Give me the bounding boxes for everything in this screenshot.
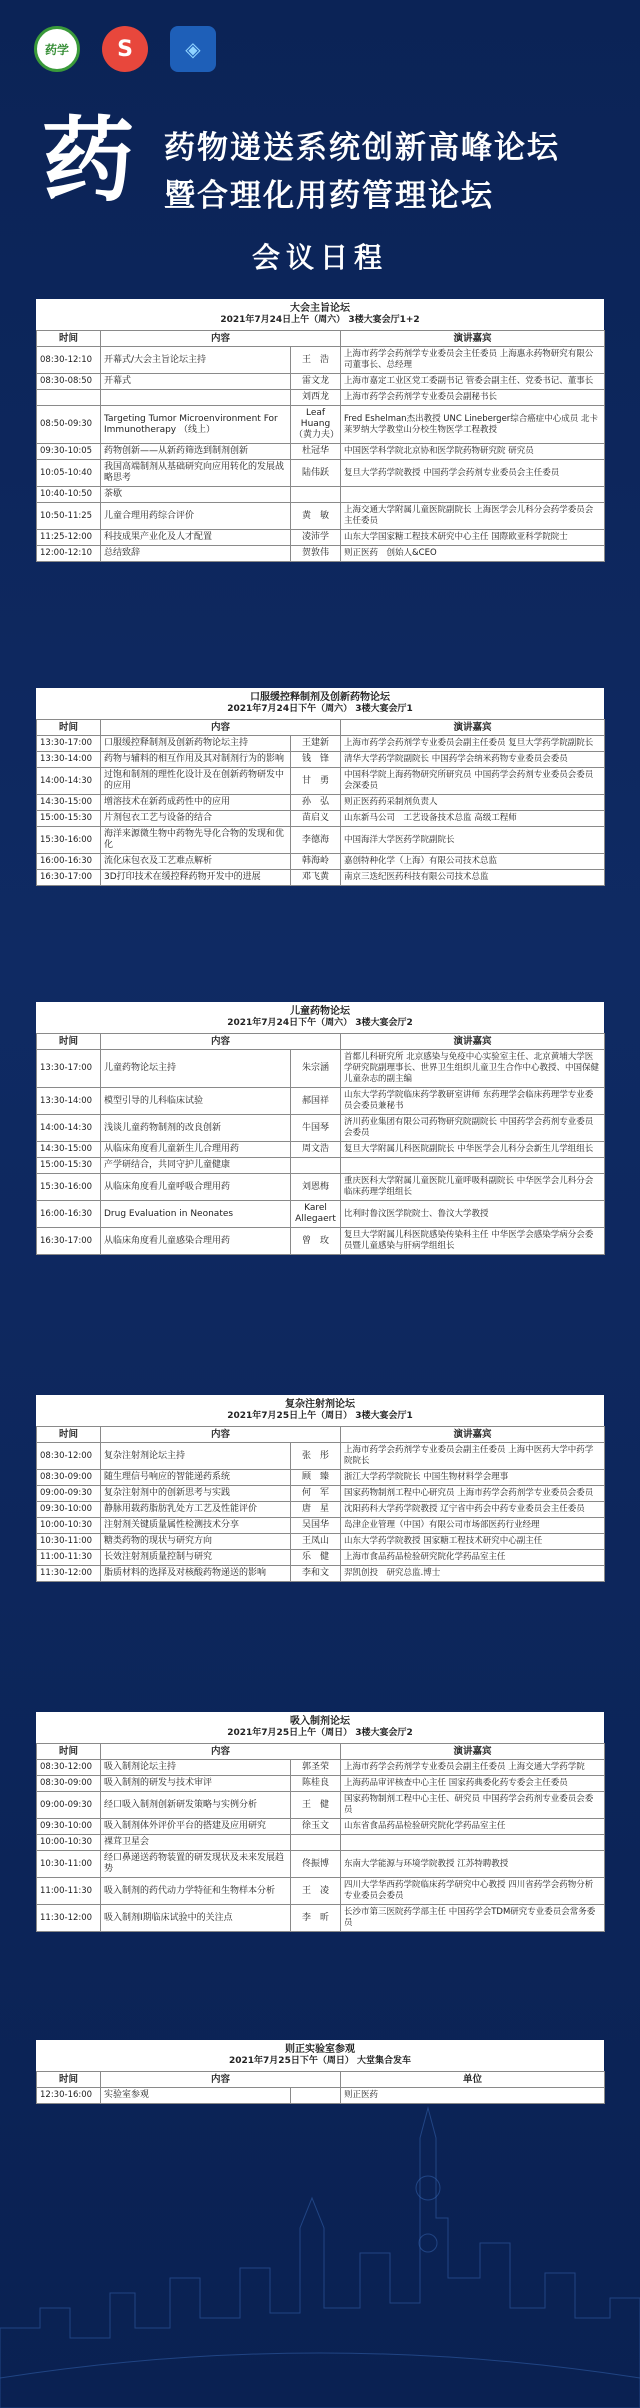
speaker-cell: 周文浩 (291, 1142, 341, 1158)
speaker-cell: 郝国祥 (291, 1088, 341, 1115)
content-cell: 脂质材料的选择及对核酸药物递送的影响 (101, 1566, 291, 1582)
speaker-cell: 朱宗涵 (291, 1050, 341, 1088)
guest-cell: 上海市药学会药剂学专业委员会副主任委员 复旦大学药学院副院长 (341, 736, 605, 752)
table-row (37, 347, 605, 374)
forum-title-line-2: 暨合理化用药管理论坛 (164, 178, 494, 214)
speaker-cell: 邓飞黄 (291, 870, 341, 886)
schedule-section (36, 1002, 604, 1255)
time-cell: 11:30-12:00 (37, 1905, 101, 1932)
header-content: 内容 (101, 331, 341, 347)
content-cell: 模型引导的儿科临床试验 (101, 1088, 291, 1115)
section-title: 则正实验室参观 (285, 2044, 355, 2055)
content-cell: 吸入制剂的研发与技术审评 (101, 1776, 291, 1792)
schedule-section (36, 1395, 604, 1582)
table-row (37, 1835, 605, 1851)
table-row (37, 1905, 605, 1932)
time-cell: 15:00-15:30 (37, 811, 101, 827)
section-title: 口服缓控释制剂及创新药物论坛 (250, 692, 390, 703)
speaker-cell: 苗启义 (291, 811, 341, 827)
time-cell: 13:30-14:00 (37, 1088, 101, 1115)
content-cell: 口服缓控释制剂及创新药物论坛主持 (101, 736, 291, 752)
time-cell: 09:00-09:30 (37, 1792, 101, 1819)
header-time: 时间 (37, 331, 101, 347)
time-cell: 15:00-15:30 (37, 1158, 101, 1174)
guest-cell: 沈阳药科大学药学院教授 辽宁省中药会中药专业委员会主任委员 (341, 1502, 605, 1518)
time-cell: 10:30-11:00 (37, 1851, 101, 1878)
speaker-cell: 凌沛学 (291, 530, 341, 546)
content-cell: 经口鼻递送药物装置的研发现状及未来发展趋势 (101, 1851, 291, 1878)
guest-cell: 中国海洋大学医药学院副院长 (341, 827, 605, 854)
schedule-table (36, 1743, 605, 1932)
table-row (37, 1142, 605, 1158)
header-guest: 演讲嘉宾 (341, 1427, 605, 1443)
time-cell: 10:50-11:25 (37, 503, 101, 530)
network-logo-text: ◈ (185, 37, 201, 61)
schedule-table (36, 1426, 605, 1582)
speaker-cell: Karel Allegaert (291, 1201, 341, 1228)
guest-cell: 上海市药学会药剂学专业委员会副主任委员 上海交通大学药学院 (341, 1760, 605, 1776)
logo-bar (34, 26, 216, 72)
guest-cell: 中国医学科学院北京协和医学院药物研究院 研究员 (341, 444, 605, 460)
schedule-section (36, 299, 604, 562)
content-cell: 流化床包衣及工艺难点解析 (101, 854, 291, 870)
guest-cell: 四川大学华西药学院临床药学研究中心教授 四川省药学会药物分析专业委员会委员 (341, 1878, 605, 1905)
section-subtitle: 2021年7月24日上午（周六） 3楼大宴会厅1+2 (220, 315, 420, 325)
content-cell: 吸入制剂的药代动力学特征和生物样本分析 (101, 1878, 291, 1905)
time-cell: 16:30-17:00 (37, 1228, 101, 1255)
table-row (37, 1201, 605, 1228)
society-logo (34, 26, 80, 72)
content-cell: 科技成果产业化及人才配置 (101, 530, 291, 546)
header-guest: 演讲嘉宾 (341, 720, 605, 736)
table-row (37, 1518, 605, 1534)
guest-cell: 清华大学药学院副院长 中国药学会纳米药物专业委员会委员 (341, 752, 605, 768)
guest-cell (341, 487, 605, 503)
table-row (37, 1174, 605, 1201)
table-row (37, 854, 605, 870)
time-cell: 13:30-17:00 (37, 1050, 101, 1088)
time-cell: 09:00-09:30 (37, 1486, 101, 1502)
content-cell: 裸茸卫星会 (101, 1835, 291, 1851)
time-cell: 08:30-08:50 (37, 374, 101, 390)
time-cell: 08:30-09:00 (37, 1470, 101, 1486)
guest-cell: 济川药业集团有限公司药物研究院副院长 中国药学会药剂专业委员会委员 (341, 1115, 605, 1142)
section-title: 大会主旨论坛 (290, 303, 350, 314)
speaker-cell: 郭圣荣 (291, 1760, 341, 1776)
time-cell: 08:50-09:30 (37, 406, 101, 444)
time-cell: 08:30-12:10 (37, 347, 101, 374)
speaker-cell: Leaf Huang （黄力夫） (291, 406, 341, 444)
guest-cell: 则正医药药采制剂负责人 (341, 795, 605, 811)
speaker-cell: 黄 敏 (291, 503, 341, 530)
table-row (37, 870, 605, 886)
table-row (37, 1878, 605, 1905)
content-cell: 儿童合理用药综合评价 (101, 503, 291, 530)
speaker-cell: 佟振博 (291, 1851, 341, 1878)
big-medicine-character: 药 (42, 106, 135, 214)
guest-cell: 则正医药 创始人&CEO (341, 546, 605, 562)
speaker-cell: 王建新 (291, 736, 341, 752)
table-row (37, 546, 605, 562)
content-cell: 吸入制剂体外评价平台的搭建及应用研究 (101, 1819, 291, 1835)
guest-cell: 山东新马公司 工艺设备技术总监 高级工程师 (341, 811, 605, 827)
content-cell: 随生理信号响应的智能递药系统 (101, 1470, 291, 1486)
header-guest: 演讲嘉宾 (341, 1744, 605, 1760)
speaker-cell: 陆伟跃 (291, 460, 341, 487)
schedule-table (36, 330, 605, 562)
speaker-cell: 王 健 (291, 1792, 341, 1819)
content-cell: 从临床角度看儿童呼吸合理用药 (101, 1174, 291, 1201)
guest-cell: 复旦大学附属儿科医院副院长 中华医学会儿科分会新生儿学组组长 (341, 1142, 605, 1158)
table-row (37, 1534, 605, 1550)
content-cell: 糖类药物的现状与研究方向 (101, 1534, 291, 1550)
table-row (37, 503, 605, 530)
table-row (37, 1115, 605, 1142)
content-cell: 浅谈儿童药物制剂的改良创新 (101, 1115, 291, 1142)
content-cell: 3D打印技术在缓控释药物开发中的进展 (101, 870, 291, 886)
table-row (37, 1776, 605, 1792)
time-cell: 11:00-11:30 (37, 1550, 101, 1566)
content-cell: 从临床角度看儿童感染合理用药 (101, 1228, 291, 1255)
speaker-cell (291, 1158, 341, 1174)
guest-cell: 上海市药学会药剂学专业委员会主任委员 上海惠永药物研究有限公司董事长、总经理 (341, 347, 605, 374)
header-content: 内容 (101, 720, 341, 736)
table-row (37, 487, 605, 503)
content-cell: 吸入制剂论坛主持 (101, 1760, 291, 1776)
table-header-row (37, 1034, 605, 1050)
speaker-cell: 吴国华 (291, 1518, 341, 1534)
table-row (37, 1443, 605, 1470)
time-cell: 12:30-16:00 (37, 2088, 101, 2104)
header-time: 时间 (37, 1744, 101, 1760)
table-row (37, 530, 605, 546)
table-row (37, 1792, 605, 1819)
time-cell (37, 390, 101, 406)
guest-cell: 比利时鲁汶医学院院士、鲁汶大学教授 (341, 1201, 605, 1228)
schedule-section (36, 1712, 604, 1932)
speaker-cell: 贺敦伟 (291, 546, 341, 562)
guest-cell: 嘉创特种化学（上海）有限公司技术总监 (341, 854, 605, 870)
table-row (37, 1566, 605, 1582)
time-cell: 15:30-16:00 (37, 827, 101, 854)
content-cell (101, 390, 291, 406)
guest-cell: 上海市药学会药剂学专业委员会副秘书长 (341, 390, 605, 406)
content-cell: Drug Evaluation in Neonates (101, 1201, 291, 1228)
header-time: 时间 (37, 1427, 101, 1443)
content-cell: 吸入制剂I期临床试验中的关注点 (101, 1905, 291, 1932)
header-content: 内容 (101, 1034, 341, 1050)
guest-cell: 上海市食品药品检验研究院化学药品室主任 (341, 1550, 605, 1566)
speaker-cell: 乐 健 (291, 1550, 341, 1566)
speaker-cell: 刘西龙 (291, 390, 341, 406)
time-cell: 10:00-10:30 (37, 1518, 101, 1534)
section-subtitle: 2021年7月24日下午（周六） 3楼大宴会厅1 (227, 704, 413, 714)
content-cell: 总结致辞 (101, 546, 291, 562)
speaker-cell: 甘 勇 (291, 768, 341, 795)
content-cell: 注射剂关键质量属性检测技术分享 (101, 1518, 291, 1534)
speaker-cell: 顾 臻 (291, 1470, 341, 1486)
time-cell: 10:00-10:30 (37, 1835, 101, 1851)
network-logo (170, 26, 216, 72)
guest-cell: 重庆医科大学附属儿童医院儿童呼吸科副院长 中华医学会儿科分会临床药理学组组长 (341, 1174, 605, 1201)
guest-cell: 上海市嘉定工业区党工委副书记 管委会副主任、党委书记、董事长 (341, 374, 605, 390)
guest-cell: 复旦大学附属儿科医院感染传染科主任 中华医学会感染学病分会委员暨儿童感染与肝病学组组长 (341, 1228, 605, 1255)
content-cell: 片剂包衣工艺与设备的结合 (101, 811, 291, 827)
speaker-cell: 何 军 (291, 1486, 341, 1502)
guest-cell: 国家药物制剂工程中心研究员 上海市药学会药剂学专业委员会委员 (341, 1486, 605, 1502)
table-row (37, 768, 605, 795)
content-cell: 长效注射剂质量控制与研究 (101, 1550, 291, 1566)
speaker-cell: 刘恩梅 (291, 1174, 341, 1201)
content-cell: 我国高端制剂从基础研究向应用转化的发展战略思考 (101, 460, 291, 487)
speaker-cell (291, 487, 341, 503)
speaker-cell: 李和文 (291, 1566, 341, 1582)
table-row (37, 827, 605, 854)
guest-cell: 山东大学药学院临床药学教研室讲师 东药理学会临床药理学专业委员会委员兼秘书 (341, 1088, 605, 1115)
content-cell: 过饱和制剂的理性化设计及在创新药物研发中的应用 (101, 768, 291, 795)
speaker-cell: 王 凌 (291, 1878, 341, 1905)
guest-cell: 浙江大学药学院院长 中国生物材料学会理事 (341, 1470, 605, 1486)
guest-cell: Fred Eshelman杰出教授 UNC Lineberger综合癌症中心成员 北卡莱罗纳大学教堂山分校生物医学工程教授 (341, 406, 605, 444)
guest-cell: 中国科学院上海药物研究所研究员 中国药学会药剂专业委员会委员会深委员 (341, 768, 605, 795)
speaker-cell: 孙 弘 (291, 795, 341, 811)
content-cell: 经口吸入制剂创新研发策略与实例分析 (101, 1792, 291, 1819)
time-cell: 13:30-14:00 (37, 752, 101, 768)
header-content: 内容 (101, 2072, 341, 2088)
guest-cell: 长沙市第三医院药学部主任 中国药学会TDM研究专业委员会常务委员 (341, 1905, 605, 1932)
guest-cell: 国家药物制剂工程中心主任、研究员 中国药学会药剂专业委员会委员 (341, 1792, 605, 1819)
guest-cell (341, 1158, 605, 1174)
speaker-cell: 唐 星 (291, 1502, 341, 1518)
content-cell: 茶歇 (101, 487, 291, 503)
time-cell: 14:30-15:00 (37, 795, 101, 811)
time-cell: 15:30-16:00 (37, 1174, 101, 1201)
time-cell: 16:00-16:30 (37, 1201, 101, 1228)
table-row (37, 1470, 605, 1486)
time-cell: 16:30-17:00 (37, 870, 101, 886)
table-row (37, 1819, 605, 1835)
table-row (37, 1088, 605, 1115)
guest-cell: 羿凯创投 研究总监.博士 (341, 1566, 605, 1582)
time-cell: 11:30-12:00 (37, 1566, 101, 1582)
header-content: 内容 (101, 1427, 341, 1443)
time-cell: 13:30-17:00 (37, 736, 101, 752)
table-row (37, 795, 605, 811)
content-cell: 药物与辅料的相互作用及其对制剂行为的影响 (101, 752, 291, 768)
speaker-cell: 牛国琴 (291, 1115, 341, 1142)
section-title: 复杂注射剂论坛 (285, 1399, 355, 1410)
speaker-cell: 钱 锋 (291, 752, 341, 768)
schedule-table (36, 719, 605, 886)
forum-title-line-1: 药物递送系统创新高峰论坛 (164, 130, 560, 166)
schedule-section (36, 688, 604, 886)
header-time: 时间 (37, 720, 101, 736)
time-cell: 08:30-12:00 (37, 1443, 101, 1470)
section-title: 儿童药物论坛 (290, 1006, 350, 1017)
time-cell: 10:05-10:40 (37, 460, 101, 487)
content-cell: 开幕式 (101, 374, 291, 390)
swirl-logo (102, 26, 148, 72)
time-cell: 11:25-12:00 (37, 530, 101, 546)
guest-cell: 岛津企业管理（中国）有限公司市场部医药行业经理 (341, 1518, 605, 1534)
table-row (37, 1158, 605, 1174)
header-guest: 演讲嘉宾 (341, 331, 605, 347)
table-row (37, 460, 605, 487)
guest-cell: 山东大学国家糖工程技术研究中心主任 国際欧亚科学院院士 (341, 530, 605, 546)
time-cell: 12:00-12:10 (37, 546, 101, 562)
time-cell: 14:00-14:30 (37, 1115, 101, 1142)
header-time: 时间 (37, 1034, 101, 1050)
content-cell: 增溶技术在新药成药性中的应用 (101, 795, 291, 811)
time-cell: 08:30-09:00 (37, 1776, 101, 1792)
guest-cell: 上海交通大学附属儿童医院副院长 上海医学会儿科分会药学委员会主任委员 (341, 503, 605, 530)
speaker-cell: 王 浩 (291, 347, 341, 374)
swirl-logo-text: S (117, 36, 133, 62)
speaker-cell: 李 昕 (291, 1905, 341, 1932)
guest-cell: 上海市药学会药剂学专业委员会副主任委员 上海中医药大学中药学院院长 (341, 1443, 605, 1470)
content-cell: 复杂注射剂论坛主持 (101, 1443, 291, 1470)
time-cell: 16:00-16:30 (37, 854, 101, 870)
content-cell: Targeting Tumor Microenvironment For Immunotherapy （线上） (101, 406, 291, 444)
section-subtitle: 2021年7月25日上午（周日） 3楼大宴会厅1 (227, 1411, 413, 1421)
table-row (37, 1760, 605, 1776)
section-subtitle: 2021年7月25日下午（周日） 大堂集合发车 (229, 2056, 411, 2066)
table-row (37, 1550, 605, 1566)
table-row (37, 406, 605, 444)
table-row (37, 1228, 605, 1255)
content-cell: 实验室参观 (101, 2088, 291, 2104)
guest-cell: 山东省食品药品检验研究院化学药品室主任 (341, 1819, 605, 1835)
city-skyline-illustration (0, 2078, 640, 2408)
table-row (37, 390, 605, 406)
agenda-title: 会议日程 (251, 241, 388, 274)
speaker-cell: 张 彤 (291, 1443, 341, 1470)
header-guest: 演讲嘉宾 (341, 1034, 605, 1050)
schedule-table (36, 1033, 605, 1255)
time-cell: 10:40-10:50 (37, 487, 101, 503)
content-cell: 复杂注射剂中的创新思考与实践 (101, 1486, 291, 1502)
speaker-cell: 王凤山 (291, 1534, 341, 1550)
header-guest: 单位 (341, 2072, 605, 2088)
content-cell: 儿童药物论坛主持 (101, 1050, 291, 1088)
table-header-row (37, 1744, 605, 1760)
table-header-row (37, 1427, 605, 1443)
content-cell: 开幕式/大会主旨论坛主持 (101, 347, 291, 374)
content-cell: 药物创新——从新药筛选到制剂创新 (101, 444, 291, 460)
society-logo-text: 药学 (44, 42, 69, 57)
content-cell: 海洋来源微生物中药物先导化合物的发现和优化 (101, 827, 291, 854)
time-cell: 09:30-10:00 (37, 1502, 101, 1518)
title-block (42, 106, 622, 228)
time-cell: 14:30-15:00 (37, 1142, 101, 1158)
speaker-cell: 李德海 (291, 827, 341, 854)
content-cell: 静脉用载药脂肪乳处方工艺及性能评价 (101, 1502, 291, 1518)
table-row (37, 1851, 605, 1878)
table-row (37, 1050, 605, 1088)
section-title: 吸入制剂论坛 (290, 1716, 350, 1727)
content-cell: 产学研结合，共同守护儿童健康 (101, 1158, 291, 1174)
guest-cell: 则正医药 (341, 2088, 605, 2104)
time-cell: 11:00-11:30 (37, 1878, 101, 1905)
table-row (37, 752, 605, 768)
speaker-cell: 陈桂良 (291, 1776, 341, 1792)
speaker-cell: 徐玉文 (291, 1819, 341, 1835)
section-subtitle: 2021年7月25日上午（周日） 3楼大宴会厅2 (227, 1728, 413, 1738)
guest-cell: 山东大学药学院教授 国家糖工程技术研究中心副主任 (341, 1534, 605, 1550)
time-cell: 08:30-12:00 (37, 1760, 101, 1776)
header-time: 时间 (37, 2072, 101, 2088)
time-cell: 09:30-10:00 (37, 1819, 101, 1835)
guest-cell: 东南大学能源与环境学院教授 江苏特聘教授 (341, 1851, 605, 1878)
table-row (37, 374, 605, 390)
table-row (37, 811, 605, 827)
guest-cell: 复旦大学药学院教授 中国药学会药剂专业委员会主任委员 (341, 460, 605, 487)
speaker-cell (291, 1835, 341, 1851)
time-cell: 10:30-11:00 (37, 1534, 101, 1550)
table-header-row (37, 720, 605, 736)
speaker-cell: 杜冠华 (291, 444, 341, 460)
header-content: 内容 (101, 1744, 341, 1760)
speaker-cell: 韩海岭 (291, 854, 341, 870)
table-row (37, 736, 605, 752)
time-cell: 09:30-10:05 (37, 444, 101, 460)
guest-cell: 上海药品审评核查中心主任 国家药典委化药专委会主任委员 (341, 1776, 605, 1792)
guest-cell (341, 1835, 605, 1851)
section-subtitle: 2021年7月24日下午（周六） 3楼大宴会厅2 (227, 1018, 413, 1028)
speaker-cell: 雷文龙 (291, 374, 341, 390)
content-cell: 从临床角度看儿童新生儿合理用药 (101, 1142, 291, 1158)
table-row (37, 1486, 605, 1502)
table-row (37, 1502, 605, 1518)
guest-cell: 首都儿科研究所 北京感染与免疫中心实验室主任、北京黄埔大学医学研究院副理事长、世界卫生组织儿童卫生合作中心教授、中国保健儿童杂志的副主编 (341, 1050, 605, 1088)
guest-cell: 南京三迭纪医药科技有限公司技术总监 (341, 870, 605, 886)
table-row (37, 444, 605, 460)
time-cell: 14:00-14:30 (37, 768, 101, 795)
table-header-row (37, 331, 605, 347)
speaker-cell: 曾 玫 (291, 1228, 341, 1255)
